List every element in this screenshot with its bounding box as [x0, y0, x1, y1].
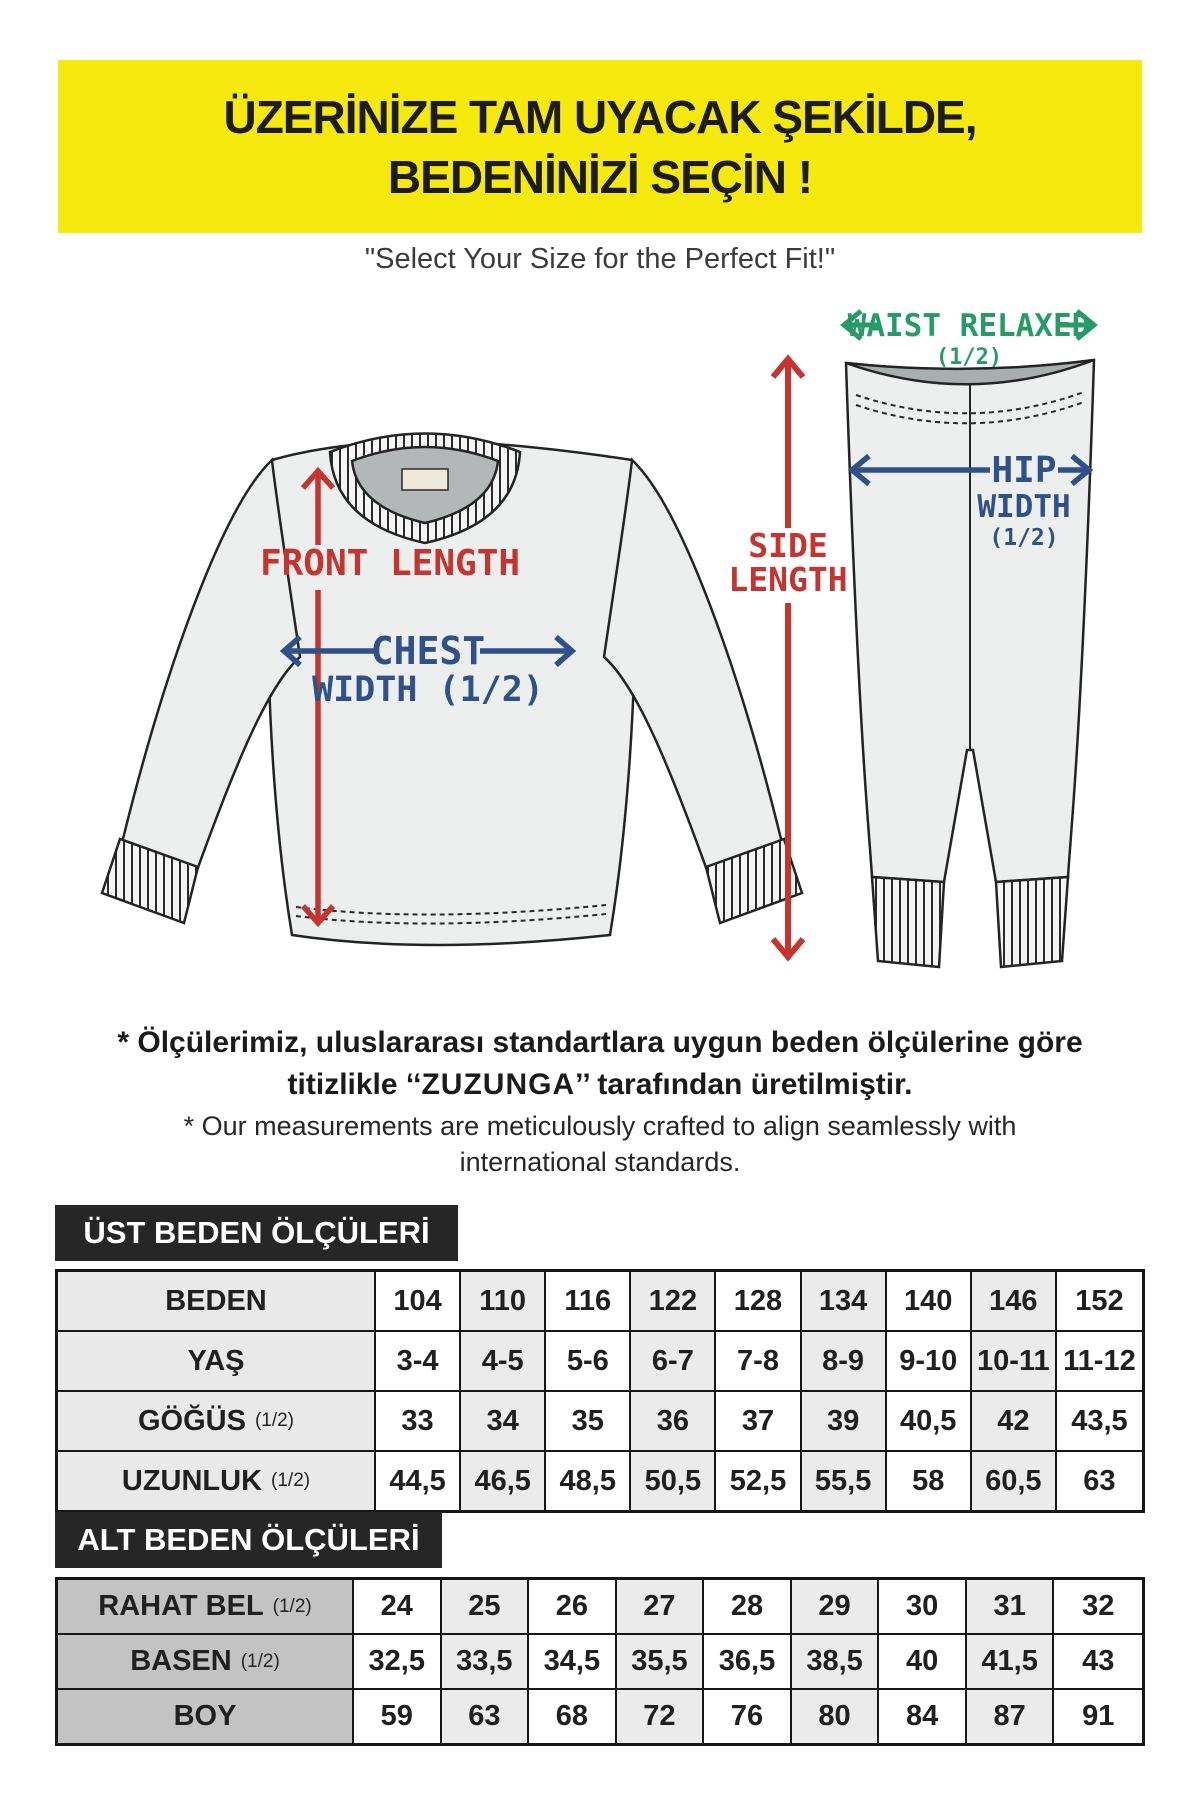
table-cell: 52,5 [716, 1452, 801, 1510]
table-cell: 5-6 [546, 1332, 631, 1390]
table-cell: 80 [792, 1690, 880, 1743]
row-label-suffix: (1/2) [272, 1595, 312, 1617]
waist-relaxed-label: WAIST RELAXED [847, 308, 1091, 344]
table-cell: 104 [376, 1272, 461, 1330]
row-label [58, 1332, 376, 1390]
row-label-text: BEDEN [165, 1284, 267, 1317]
pants-illustration [846, 360, 1094, 967]
headline-line1: ÜZERİNİZE TAM UYACAK ŞEKİLDE, [223, 90, 977, 143]
table-cell: 35,5 [617, 1635, 705, 1688]
table-cell: 25 [442, 1580, 530, 1633]
note-turkish [0, 1022, 1200, 1106]
table-cell: 39 [802, 1392, 887, 1450]
pants-right-cuff [996, 877, 1068, 967]
table-cell: 46,5 [461, 1452, 546, 1510]
row-label-text: BOY [173, 1700, 237, 1732]
row-label [58, 1690, 354, 1743]
table-cell: 72 [617, 1690, 705, 1743]
chest-width-label-line2: WIDTH (1/2) [312, 670, 544, 710]
note-english-line2: international standards. [459, 1147, 741, 1177]
table-cell: 122 [631, 1272, 716, 1330]
table-cell: 38,5 [792, 1635, 880, 1688]
table-cell: 50,5 [631, 1452, 716, 1510]
table-cell: 44,5 [376, 1452, 461, 1510]
side-length-label-line1: SIDE [748, 526, 828, 565]
table-cell: 33 [376, 1392, 461, 1450]
row-label-text: UZUNLUK [121, 1464, 263, 1497]
size-table-upper-body [55, 1269, 1145, 1513]
table-cell: 35 [546, 1392, 631, 1450]
table-cell: 48,5 [546, 1452, 631, 1510]
note-turkish-line1: * Ölçülerimiz, uluslararası standartlara uygun beden ölçülerine göre [117, 1026, 1083, 1059]
table-cell: 37 [716, 1392, 801, 1450]
table-cell: 31 [967, 1580, 1055, 1633]
table-cell: 36,5 [704, 1635, 792, 1688]
table-cell: 8-9 [802, 1332, 887, 1390]
table-row [58, 1332, 1142, 1392]
table-cell: 3-4 [376, 1332, 461, 1390]
subtitle-english: "Select Your Size for the Perfect Fit!" [364, 243, 836, 275]
table-cell: 10-11 [972, 1332, 1057, 1390]
row-label [58, 1392, 376, 1450]
hip-width-label-line2: WIDTH [977, 489, 1071, 525]
table-cell: 76 [704, 1690, 792, 1743]
table-cell: 41,5 [967, 1635, 1055, 1688]
table-cell: 30 [879, 1580, 967, 1633]
table-row [58, 1690, 1142, 1743]
headline-banner [58, 60, 1142, 233]
table-cell: 134 [802, 1272, 887, 1330]
table-cell: 43 [1054, 1635, 1142, 1688]
table-cell: 84 [879, 1690, 967, 1743]
note-turkish-line2: titizlikle ‘‘ZUZUNGA’’ tarafından üretilmiştir. [287, 1068, 913, 1101]
size-table-lower-body [55, 1577, 1145, 1746]
table-cell: 4-5 [461, 1332, 546, 1390]
table-cell: 40,5 [887, 1392, 972, 1450]
row-label [58, 1580, 354, 1633]
table-row [58, 1272, 1142, 1332]
table-cell: 34,5 [529, 1635, 617, 1688]
table-row [58, 1452, 1142, 1510]
note-english [0, 1108, 1200, 1180]
note-english-line1: * Our measurements are meticulously crafted to align seamlessly with [183, 1111, 1017, 1141]
table-row [58, 1635, 1142, 1690]
row-label [58, 1635, 354, 1688]
row-label-text: GÖĞÜS [137, 1404, 246, 1437]
table-cell: 140 [887, 1272, 972, 1330]
front-length-label: FRONT LENGTH [259, 543, 521, 584]
hip-width-half-label: (1/2) [989, 525, 1059, 551]
table-cell: 36 [631, 1392, 716, 1450]
table-cell: 28 [704, 1580, 792, 1633]
table-cell: 34 [461, 1392, 546, 1450]
table-cell: 11-12 [1057, 1332, 1142, 1390]
pants-left-cuff [872, 877, 944, 967]
row-label-text: RAHAT BEL [98, 1590, 264, 1622]
row-label-text: BASEN [130, 1645, 232, 1677]
row-label-text: YAŞ [187, 1344, 245, 1377]
table-cell: 63 [1057, 1452, 1142, 1510]
hip-width-label-line1: HIP [991, 450, 1057, 491]
table-cell: 29 [792, 1580, 880, 1633]
table-cell: 27 [617, 1580, 705, 1633]
table-row [58, 1580, 1142, 1635]
table-cell: 128 [716, 1272, 801, 1330]
table-cell: 9-10 [887, 1332, 972, 1390]
table-cell: 68 [529, 1690, 617, 1743]
table-cell: 87 [967, 1690, 1055, 1743]
row-label-suffix: (1/2) [271, 1470, 311, 1491]
table-row [58, 1392, 1142, 1452]
table-cell: 7-8 [716, 1332, 801, 1390]
table-cell: 24 [354, 1580, 442, 1633]
row-label-suffix: (1/2) [240, 1650, 280, 1672]
table-cell: 32,5 [354, 1635, 442, 1688]
table-cell: 58 [887, 1452, 972, 1510]
table-cell: 26 [529, 1580, 617, 1633]
neck-label [402, 469, 448, 490]
waist-relaxed-half-label: (1/2) [935, 345, 1003, 370]
table-cell: 32 [1054, 1580, 1142, 1633]
row-label-suffix: (1/2) [254, 1410, 295, 1431]
table-cell: 33,5 [442, 1635, 530, 1688]
chest-width-label-line1: CHEST [370, 629, 486, 673]
table-cell: 91 [1054, 1690, 1142, 1743]
size-diagram [0, 245, 1200, 1005]
table-cell: 146 [972, 1272, 1057, 1330]
table-cell: 40 [879, 1635, 967, 1688]
upper-body-table-title: ÜST BEDEN ÖLÇÜLERİ [55, 1205, 458, 1261]
table-cell: 63 [442, 1690, 530, 1743]
table-cell: 42 [972, 1392, 1057, 1450]
table-cell: 55,5 [802, 1452, 887, 1510]
table-cell: 6-7 [631, 1332, 716, 1390]
table-cell: 60,5 [972, 1452, 1057, 1510]
side-length-label-line2: LENGTH [728, 560, 848, 599]
table-cell: 43,5 [1057, 1392, 1142, 1450]
row-label [58, 1272, 376, 1330]
table-cell: 59 [354, 1690, 442, 1743]
table-cell: 116 [546, 1272, 631, 1330]
table-cell: 152 [1057, 1272, 1142, 1330]
lower-body-table-title: ALT BEDEN ÖLÇÜLERİ [55, 1512, 442, 1568]
headline-line2: BEDENİNİZİ SEÇİN ! [387, 150, 813, 203]
table-cell: 110 [461, 1272, 546, 1330]
row-label [58, 1452, 376, 1510]
brand-name: ZUZUNGA [421, 1068, 576, 1101]
